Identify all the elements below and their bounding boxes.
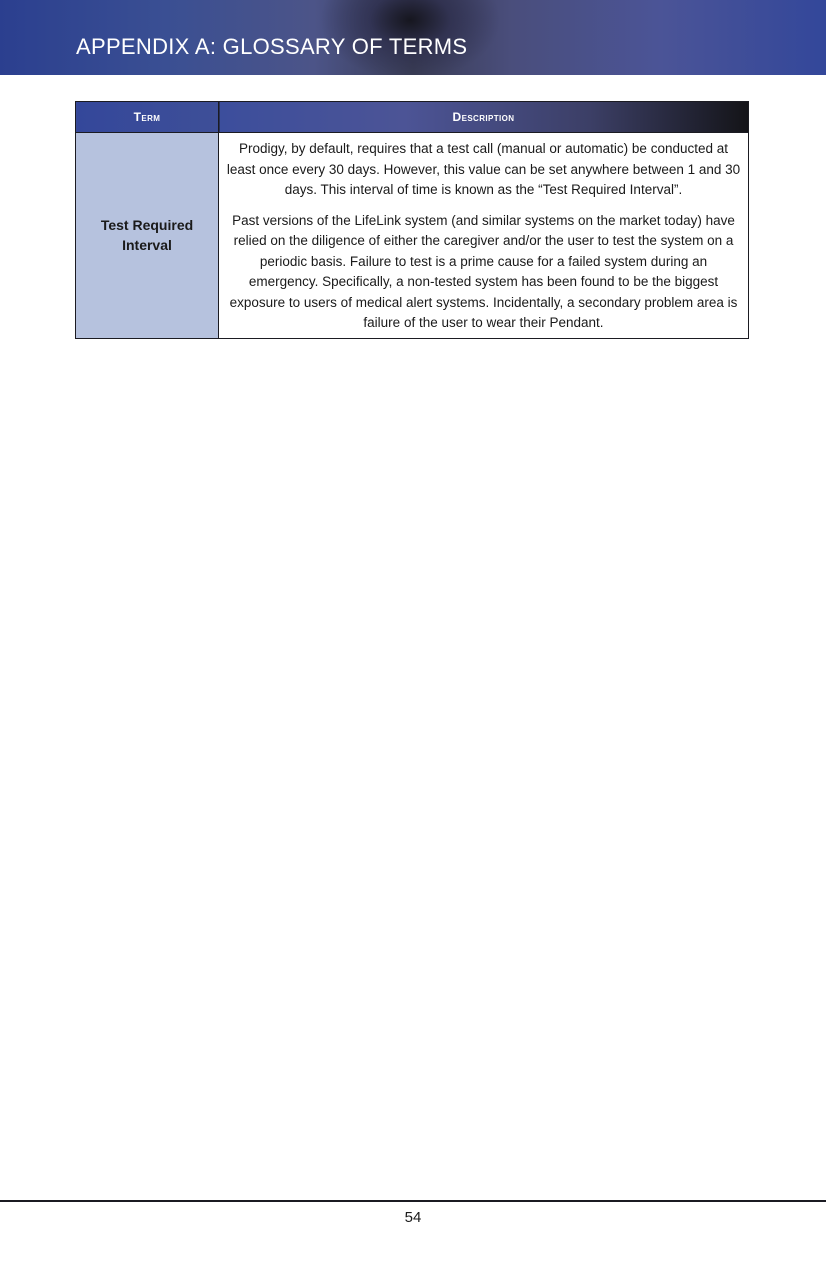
column-header-description: Description — [219, 102, 749, 133]
table-row — [76, 133, 749, 339]
table-header-row — [76, 102, 749, 133]
description-cell — [219, 133, 749, 339]
page-title: APPENDIX A: GLOSSARY OF TERMS — [76, 34, 468, 59]
page-number: 54 — [404, 1209, 422, 1226]
description-paragraph: Prodigy, by default, requires that a test call (manual or automatic) be conducted at least once every 30 days. However, this value can be set anywhere between 1 and 30 days. This interval of time is known as the “Test Required Interval”. — [226, 141, 741, 197]
glossary-table — [75, 101, 749, 339]
term-cell: Test Required Interval — [76, 133, 219, 339]
column-header-term: Term — [76, 102, 219, 133]
footer-divider — [0, 1200, 826, 1202]
header-banner — [0, 0, 826, 75]
description-paragraph: Past versions of the LifeLink system (and similar systems on the market today) have relied on the diligence of either the caregiver and/or the user to test the system on a periodic basis. Failure to test is a prime cause for a failed system during an emergency. Specifically, a non-tested system has been found to be the biggest exposure to users of medical alert systems. Incidentally, a secondary problem area is failure of the user to wear their Pendant. — [229, 212, 738, 330]
